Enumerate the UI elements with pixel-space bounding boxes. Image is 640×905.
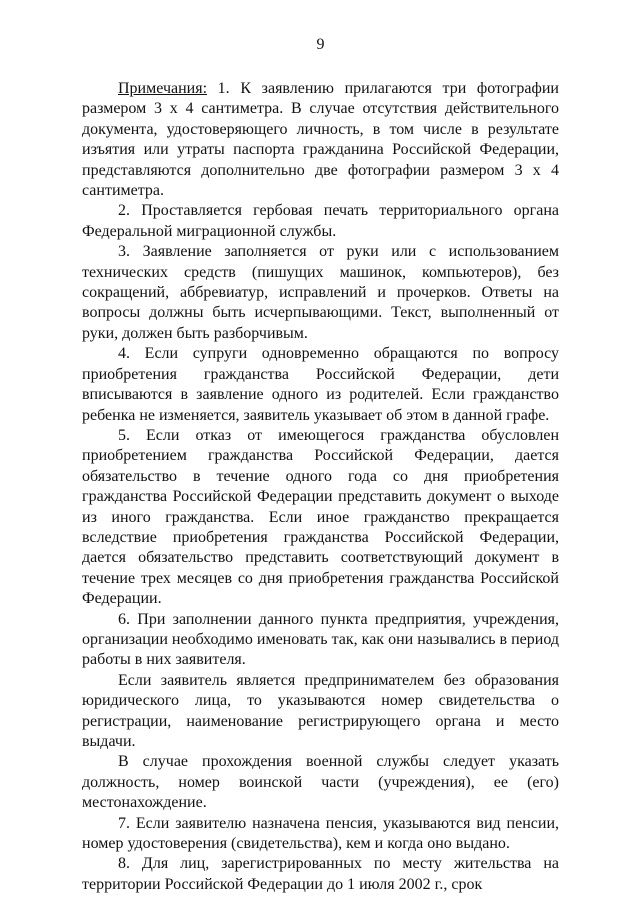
note-6-military: В случае прохождения военной службы следует указать должность, номер воинской части (учреждения), ее (его) местонахождение. [82, 753, 559, 812]
note-1 [82, 79, 559, 201]
note-1-text: 1. К заявлению прилагаются три фотографии размером 3 х 4 сантиметра. В случае отсутствия действительного документа, удостоверяющего личность, в том числе в результате изъятия или утраты паспорта гражданина Российской Федерации, представляются дополнительно две фотографии размером 3 х 4 сантиметра. [82, 80, 559, 200]
note-6-entrepreneur: Если заявитель является предпринимателем без образования юридического лица, то указываются номер свидетельства о регистрации, наименование регистрирующего органа и место выдачи. [82, 671, 559, 750]
note-6: 6. При заполнении данного пункта предприятия, учреждения, организации необходимо именовать так, как они назывались в период работы в них заявителя. [82, 610, 559, 669]
note-3: 3. Заявление заполняется от руки или с использованием технических средств (пишущих машинок, компьютеров), без сокращений, аббревиатур, исправлений и прочерков. Ответы на вопросы должны быть исчерпывающими. Текст, выполненный от руки, должен быть разборчивым. [82, 243, 559, 342]
page-number: 9 [316, 36, 325, 53]
notes-label: Примечания: [118, 80, 208, 97]
note-4: 4. Если супруги одновременно обращаются по вопросу приобретения гражданства Российской Федерации, дети вписываются в заявление одного из родителей. Если гражданство ребенка не изменяется, заявитель указывает об этом в данной графе. [82, 345, 559, 424]
note-8: 8. Для лиц, зарегистрированных по месту жительства на территории Российской Федерации до 1 июля 2002 г., срок [82, 855, 559, 893]
note-7: 7. Если заявителю назначена пенсия, указываются вид пенсии, номер удостоверения (свидетельства), кем и когда оно выдано. [82, 814, 559, 853]
note-5: 5. Если отказ от имеющегося гражданства обусловлен приобретением гражданства Российской Федерации, дается обязательство в течение одного года со дня приобретения гражданства Российской Федерации представить документ о выходе из иного гражданства. Если иное гражданство прекращается вследствие приобретения гражданства Российской Федерации, дается обязательство представить соответствующий документ в течение трех месяцев со дня приобретения гражданства Российской Федерации. [82, 426, 559, 608]
note-2: 2. Проставляется гербовая печать территориального органа Федеральной миграционной службы. [82, 202, 559, 240]
